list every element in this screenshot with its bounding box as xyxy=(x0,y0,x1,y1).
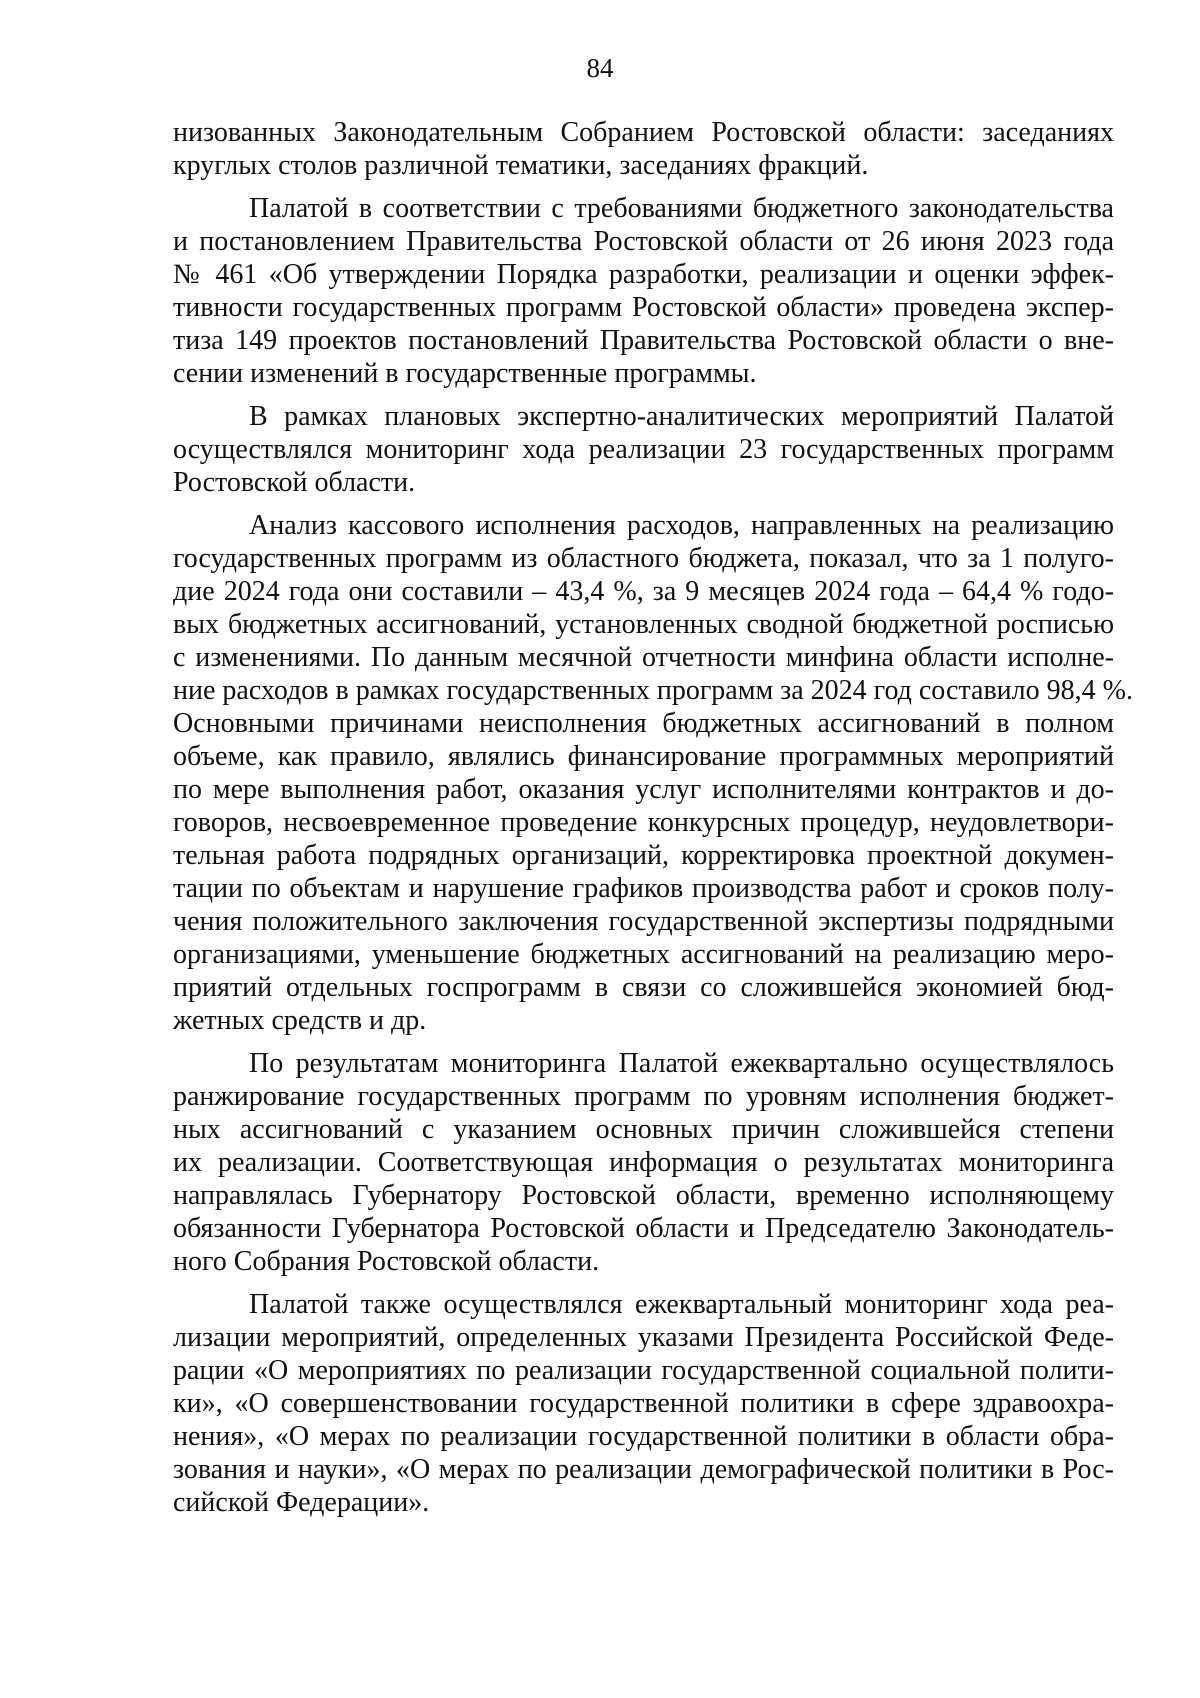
text-line: чения положительного заключения государственной экспертизы подрядными xyxy=(173,906,1114,937)
paragraph xyxy=(173,400,1114,499)
text-line: тиза 149 проектов постановлений Правительства Ростовской области о вне- xyxy=(173,325,1114,356)
paragraph xyxy=(173,192,1114,390)
text-line: ного Собрания Ростовской области. xyxy=(173,1246,600,1277)
text-line: объеме, как правило, являлись финансирование программных мероприятий xyxy=(173,741,1114,772)
text-line: Анализ кассового исполнения расходов, направленных на реализацию xyxy=(249,510,1114,541)
paragraph xyxy=(173,1288,1114,1519)
text-line: организациями, уменьшение бюджетных ассигнований на реализацию меро- xyxy=(173,939,1114,970)
text-line: вых бюджетных ассигнований, установленных сводной бюджетной росписью xyxy=(173,609,1114,640)
text-line: круглых столов различной тематики, заседаниях фракций. xyxy=(173,150,869,181)
text-line: Палатой также осуществлялся ежеквартальный мониторинг хода реа- xyxy=(249,1289,1114,1320)
text-line: лизации мероприятий, определенных указами Президента Российской Феде- xyxy=(173,1322,1114,1353)
text-line: рации «О мероприятиях по реализации государственной социальной полити- xyxy=(173,1355,1114,1386)
text-line: ных ассигнований с указанием основных причин сложившейся степени xyxy=(173,1114,1114,1145)
paragraph xyxy=(173,1047,1114,1278)
page-number: 84 xyxy=(586,53,614,83)
text-line: В рамках плановых экспертно-аналитических мероприятий Палатой xyxy=(249,401,1114,432)
paragraph xyxy=(173,509,1133,1037)
paragraph xyxy=(173,116,1114,182)
text-line: тивности государственных программ Ростовской области» проведена экспер- xyxy=(173,292,1114,323)
text-line: тельная работа подрядных организаций, корректировка проектной докумен- xyxy=(173,840,1114,871)
text-line: осуществлялся мониторинг хода реализации 23 государственных программ xyxy=(173,434,1114,465)
text-line: обязанности Губернатора Ростовской области и Председателю Законодатель- xyxy=(173,1213,1114,1244)
text-line: сийской Федерации». xyxy=(173,1487,430,1518)
text-line: Палатой в соответствии с требованиями бюджетного законодательства xyxy=(249,193,1114,224)
text-line: нения», «О мерах по реализации государственной политики в области обра- xyxy=(173,1421,1114,1452)
document-body xyxy=(173,116,1133,1529)
text-line: и постановлением Правительства Ростовской области от 26 июня 2023 года xyxy=(173,226,1114,257)
text-line: Основными причинами неисполнения бюджетных ассигнований в полном xyxy=(173,708,1114,739)
text-line: ки», «О совершенствовании государственной политики в сфере здравоохра- xyxy=(173,1388,1114,1419)
text-line: ранжирование государственных программ по уровням исполнения бюджет- xyxy=(173,1081,1114,1112)
text-line: ние расходов в рамках государственных программ за 2024 год составило 98,4 %. xyxy=(173,675,1133,706)
text-line: их реализации. Соответствующая информация о результатах мониторинга xyxy=(173,1147,1114,1178)
text-line: тации по объектам и нарушение графиков производства работ и сроков полу- xyxy=(173,873,1114,904)
text-line: сении изменений в государственные программы. xyxy=(173,358,757,389)
text-line: по мере выполнения работ, оказания услуг исполнителями контрактов и до- xyxy=(173,774,1114,805)
text-line: Ростовской области. xyxy=(173,467,416,498)
text-line: низованных Законодательным Собранием Ростовской области: заседаниях xyxy=(173,117,1114,148)
text-line: направлялась Губернатору Ростовской области, временно исполняющему xyxy=(173,1180,1114,1211)
text-line: с изменениями. По данным месячной отчетности минфина области исполне- xyxy=(173,642,1114,673)
text-line: зования и науки», «О мерах по реализации демографической политики в Рос- xyxy=(173,1454,1114,1485)
text-line: дие 2024 года они составили – 43,4 %, за 9 месяцев 2024 года – 64,4 % годо- xyxy=(173,576,1114,607)
text-line: говоров, несвоевременное проведение конкурсных процедур, неудовлетвори- xyxy=(173,807,1114,838)
text-line: жетных средств и др. xyxy=(173,1005,427,1036)
text-line: государственных программ из областного бюджета, показал, что за 1 полуго- xyxy=(173,543,1114,574)
text-line: По результатам мониторинга Палатой ежеквартально осуществлялось xyxy=(249,1048,1114,1079)
text-line: № 461 «Об утверждении Порядка разработки, реализации и оценки эффек- xyxy=(173,259,1114,290)
text-line: приятий отдельных госпрограмм в связи со сложившейся экономией бюд- xyxy=(173,972,1114,1003)
